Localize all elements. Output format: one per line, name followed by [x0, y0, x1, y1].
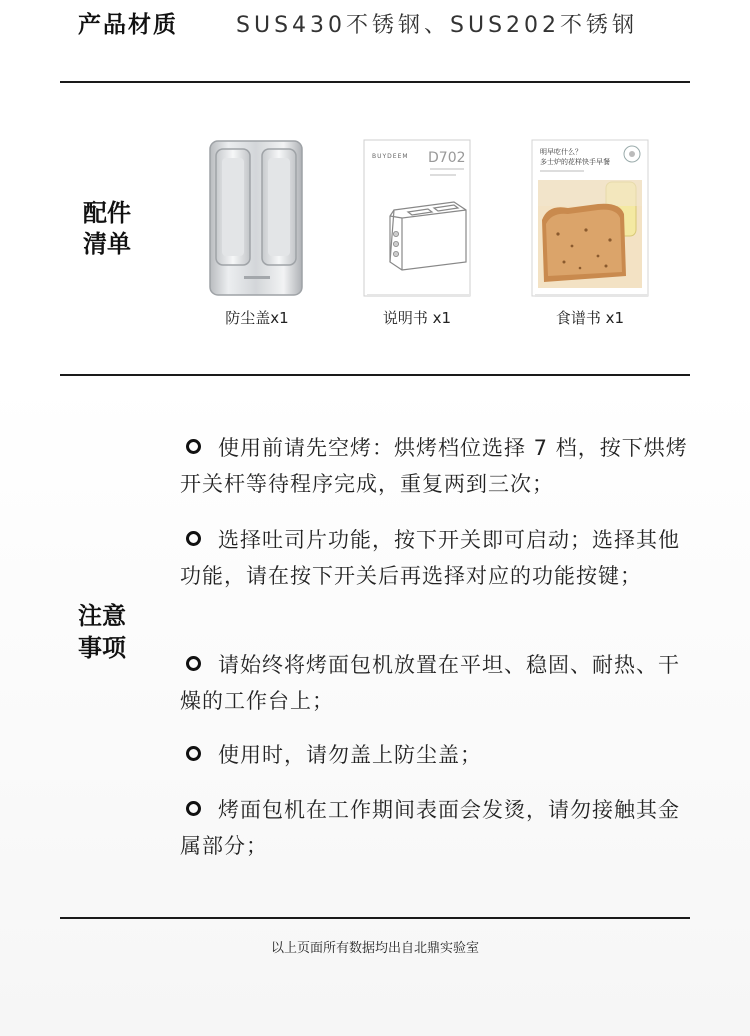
- accessory-item-recipe-book: [528, 138, 652, 334]
- manual-brand: BUYDEEM: [372, 153, 409, 160]
- accessory-caption: 防尘盖x1: [225, 309, 289, 327]
- accessories-label-line2: 清单: [83, 230, 131, 258]
- recipe-heading-line2: 多士炉的花样快手早餐: [540, 158, 610, 166]
- bullet-circle-icon: [186, 531, 201, 546]
- bullet-circle-icon: [186, 656, 201, 671]
- note-item: [180, 522, 690, 594]
- manual-model: D702: [428, 150, 466, 166]
- notes-label-line2: 事项: [78, 634, 126, 662]
- divider-bottom: [60, 917, 690, 919]
- bullet-circle-icon: [186, 746, 201, 761]
- accessory-caption: 食谱书 x1: [555, 309, 625, 327]
- accessory-caption: 说明书 x1: [382, 309, 452, 327]
- note-item: [180, 647, 690, 719]
- note-text: 使用前请先空烤：烘烤档位选择 7 档，按下烘烤开关杆等待程序完成，重复两到三次；: [180, 436, 688, 496]
- note-text: 选择吐司片功能，按下开关即可启动；选择其他功能，请在按下开关后再选择对应的功能按键；: [180, 528, 680, 588]
- accessory-item-manual: [358, 138, 476, 334]
- recipe-heading-line1: 明早吃什么？: [540, 148, 582, 156]
- notes-label-line1: 注意: [78, 602, 126, 630]
- accessories-label-line1: 配件: [83, 199, 131, 227]
- note-text: 请始终将烤面包机放置在平坦、稳固、耐热、干燥的工作台上；: [180, 653, 680, 713]
- footer-note: 以上页面所有数据均出自北鼎实验室: [270, 941, 479, 956]
- material-value: SUS430不锈钢、SUS202不锈钢: [236, 13, 639, 38]
- note-text: 烤面包机在工作期间表面会发烫，请勿接触其金属部分；: [180, 798, 680, 858]
- note-text: 使用时，请勿盖上防尘盖；: [218, 743, 482, 767]
- bullet-circle-icon: [186, 439, 201, 454]
- recipe-book-image: [528, 138, 652, 298]
- notes-label: [78, 600, 138, 664]
- bullet-circle-icon: [186, 801, 201, 816]
- material-label: 产品材质: [78, 12, 178, 38]
- dust-cover-image: [196, 138, 318, 298]
- accessory-item-dust-cover: [196, 138, 318, 334]
- note-item: [180, 737, 690, 773]
- note-item: [180, 792, 690, 864]
- accessories-label: [83, 198, 143, 260]
- divider-top: [60, 81, 690, 83]
- divider-middle: [60, 374, 690, 376]
- note-item: [180, 430, 690, 502]
- manual-image: [358, 138, 476, 298]
